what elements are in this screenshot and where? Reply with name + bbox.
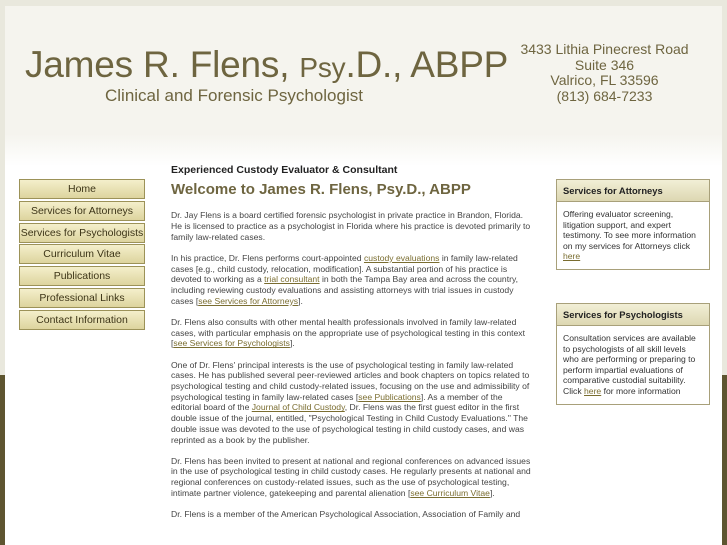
page-container [5,6,722,545]
nav-contact-information[interactable]: Contact Information [19,310,145,330]
interests-paragraph [171,360,533,446]
address-line: Suite 346 [574,56,635,73]
site-title[interactable] [25,44,508,86]
consult-paragraph [171,317,533,349]
paragraph-text: ]. As a member of the editorial board of the [171,391,503,413]
attorneys-box-body [557,202,709,269]
attorneys-box-title: Services for Attorneys [557,180,709,202]
services-psychologists-link[interactable]: see Services for Psychologists [173,338,290,349]
paragraph-text: , Dr. Flens was the first guest editor in the first double issue of the journal, entitled, "Psychological Testing in Child Custody Evaluations." The double issue was devoted to the use of psychological testing in child custody cases, and was reprinted as a book by the publisher. [171,402,528,445]
box-text: for more information [601,385,681,396]
nav-professional-links[interactable]: Professional Links [19,288,145,308]
site-title-part2: .D., ABPP [345,44,509,85]
main-content [171,165,533,530]
paragraph-text: Dr. Flens also consults with other mental health professionals involved in family law-related cases, with particular emphasis on the appropriate use of psychological testing in this context [ [171,317,525,349]
box-text: Offering evaluator screening, litigation support, and expert testimony. To see more information on my services for Attorneys click [563,209,696,251]
nav-services-psychologists[interactable]: Services for Psychologists [19,223,145,243]
journal-link[interactable]: Journal of Child Custody [251,402,345,413]
contact-address [503,42,706,104]
paragraph-text: In his practice, Dr. Flens performs court-appointed [171,253,364,264]
site-title-smallcaps: Psy [299,52,346,83]
page-title: Welcome to James R. Flens, Psy.D., ABPP [171,180,471,198]
services-attorneys-link[interactable]: see Services for Attorneys [198,295,299,306]
attorneys-here-link[interactable]: here [563,251,581,262]
address-line: 3433 Lithia Pinecrest Road [520,41,689,57]
paragraph-text: in both the Tampa Bay area and across the country, including reviewing custody evaluations and assisting attorneys with trial issues in custody cases [ [171,274,518,306]
header-fade [5,134,722,166]
nav-home[interactable]: Home [19,179,145,199]
address-line: Valrico, FL 33596 [550,72,659,88]
paragraph-text: in family law-related cases [e.g., child custody, relocation, modification]. A substantial portion of his practice is devoted to working as a [171,253,518,285]
site-title-part1: James R. Flens, [25,44,300,85]
psychologists-services-box [556,303,710,405]
curriculum-vitae-link[interactable]: see Curriculum Vitae [410,487,490,498]
phone-number: (813) 684-7233 [556,87,653,104]
psychologists-box-body [557,326,709,404]
psychologists-box-title: Services for Psychologists [557,304,709,326]
custody-evaluations-link[interactable]: custody evaluations [363,253,440,264]
psychologists-here-link[interactable]: here [584,385,602,396]
presentations-paragraph [171,456,533,499]
tagline: Experienced Custody Evaluator & Consultant [171,164,398,176]
site-header [5,6,722,155]
nav-services-attorneys[interactable]: Services for Attorneys [19,201,145,221]
attorneys-services-box [556,179,710,270]
nav-publications[interactable]: Publications [19,266,145,286]
box-text: Consultation services are available to psychologists of all skill levels who are performing or preparing to perform impartial evaluations of comparative custodial suitability. Click [563,333,696,396]
paragraph-text: ]. [289,338,295,349]
publications-link[interactable]: see Publications [358,391,421,402]
intro-paragraph: Dr. Jay Flens is a board certified forensic psychologist in private practice in Brandon, Florida. He is licensed to practice as a psychologist in Florida where his practice is devoted primarily to family law-related cases. [171,210,531,242]
trial-consultant-link[interactable]: trial consultant [264,274,320,285]
practice-paragraph [171,253,533,307]
site-subtitle: Clinical and Forensic Psychologist [105,86,363,105]
side-navigation [19,179,145,332]
paragraph-text: ]. [298,295,303,306]
nav-curriculum-vitae[interactable]: Curriculum Vitae [19,244,145,264]
paragraph-text: ]. [489,487,495,498]
paragraph-text: One of Dr. Flens' principal interests is the use of psychological testing in family law-related cases. He has published several peer-reviewed articles and book chapters on topics related to psychological testing and child custody-related issues, focusing on the use and admissibility of psychological testing in family law-related cases [ [171,359,530,402]
paragraph-text: Dr. Flens has been invited to present at national and regional conferences on advanced issues in the use of psychological testing in child custody cases. He regularly presents at national and regional conferences on custody-related issues, such as the use of psychological testing, intimate partner violence, gatekeeping and parental alienation [ [171,455,531,498]
membership-paragraph: Dr. Flens is a member of the American Psychological Association, Association of Family and [171,509,521,520]
